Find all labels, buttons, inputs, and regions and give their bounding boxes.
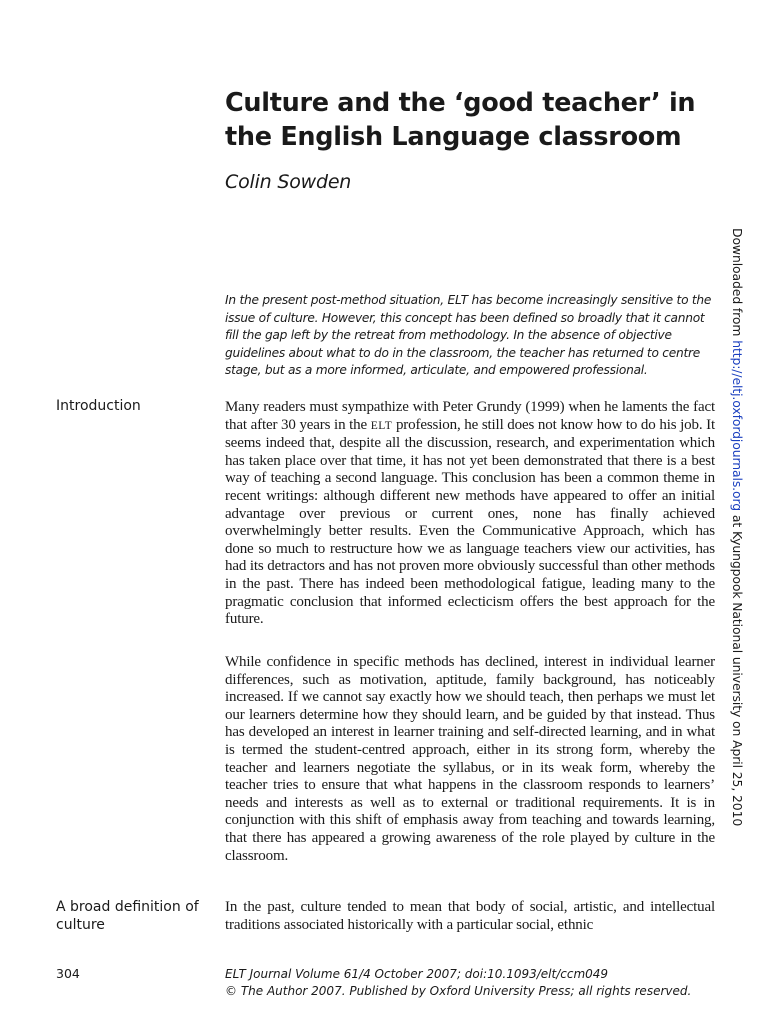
section-heading-broad-definition: A broad definition of culture xyxy=(56,899,199,933)
journal-citation: ELT Journal Volume 61/4 October 2007; doi:10.1093/elt/ccm049 xyxy=(225,967,609,981)
intro-paragraph-1-part-b: profession, he still does not know how to do his job. It seems indeed that, despite all the discussion, research, and experimentation which has taken place over that time, it has not yet been demonstrated that there is a best way of teaching a second language. This conclusion has been a common theme in recent writings: although different new methods have appeared to offer an initial advantage over previous or current ones, none has finally achieved overwhelmingly better results. Even the Communicative Approach, which has done so much to restructure how we as language teachers view our activities, has had its detractors and has not proven more obviously successful than other methods in the past. There has indeed been methodological fatigue, leading many to the pragmatic conclusion that informed eclecticism offers the best approach for the future. xyxy=(225,416,715,628)
intro-paragraph-1 xyxy=(225,399,715,629)
watermark-prefix: Downloaded from xyxy=(730,228,745,341)
section-heading-introduction: Introduction xyxy=(56,398,141,414)
intro-paragraph-1-part-a: Many readers must sympathize with Peter Grundy (1999) when he laments the fact that after 30 years in the xyxy=(225,399,715,433)
author-name: Colin Sowden xyxy=(225,171,352,193)
copyright-notice: © The Author 2007. Published by Oxford University Press; all rights reserved. xyxy=(225,984,692,998)
broad-definition-paragraph: In the past, culture tended to mean that body of social, artistic, and intellectual traditions associated historically with a particular social, ethnic xyxy=(225,899,715,933)
article-title: Culture and the ‘good teacher’ in the English Language classroom xyxy=(225,88,696,152)
download-watermark xyxy=(730,228,745,826)
intro-paragraph-2: While confidence in specific methods has declined, interest in individual learner differences, such as motivation, aptitude, family background, has noticeably increased. If we cannot say exactly how we should teach, then perhaps we must let our learners determine how they should learn, and be guided by that instead. Thus has developed an interest in learner training and self-directed learning, and in what is termed the student-centred approach, either in its strong form, whereby the teacher and learners negotiate the syllabus, or in its weak form, whereby the teacher tries to ensure that what happens in the classroom responds to learners’ needs and interests as well as to external or traditional requirements. It is in conjunction with this shift of emphasis away from teaching and towards learning, that there has appeared a growing awareness of the role played by culture in the classroom. xyxy=(225,654,715,864)
elt-abbreviation: ELT xyxy=(370,419,393,432)
journal-link[interactable]: http://eltj.oxfordjournals.org xyxy=(730,340,745,512)
page-number: 304 xyxy=(56,966,80,981)
abstract: In the present post-method situation, ELT has become increasingly sensitive to the issue of culture. However, this concept has been defined so broadly that it cannot fill the gap left by the retreat from methodology. In the absence of objective guidelines about what to do in the classroom, the teacher has returned to centre stage, but as a more informed, articulate, and empowered professional. xyxy=(225,293,712,378)
watermark-suffix: at Kyungpook National university on April 25, 2010 xyxy=(730,511,745,827)
